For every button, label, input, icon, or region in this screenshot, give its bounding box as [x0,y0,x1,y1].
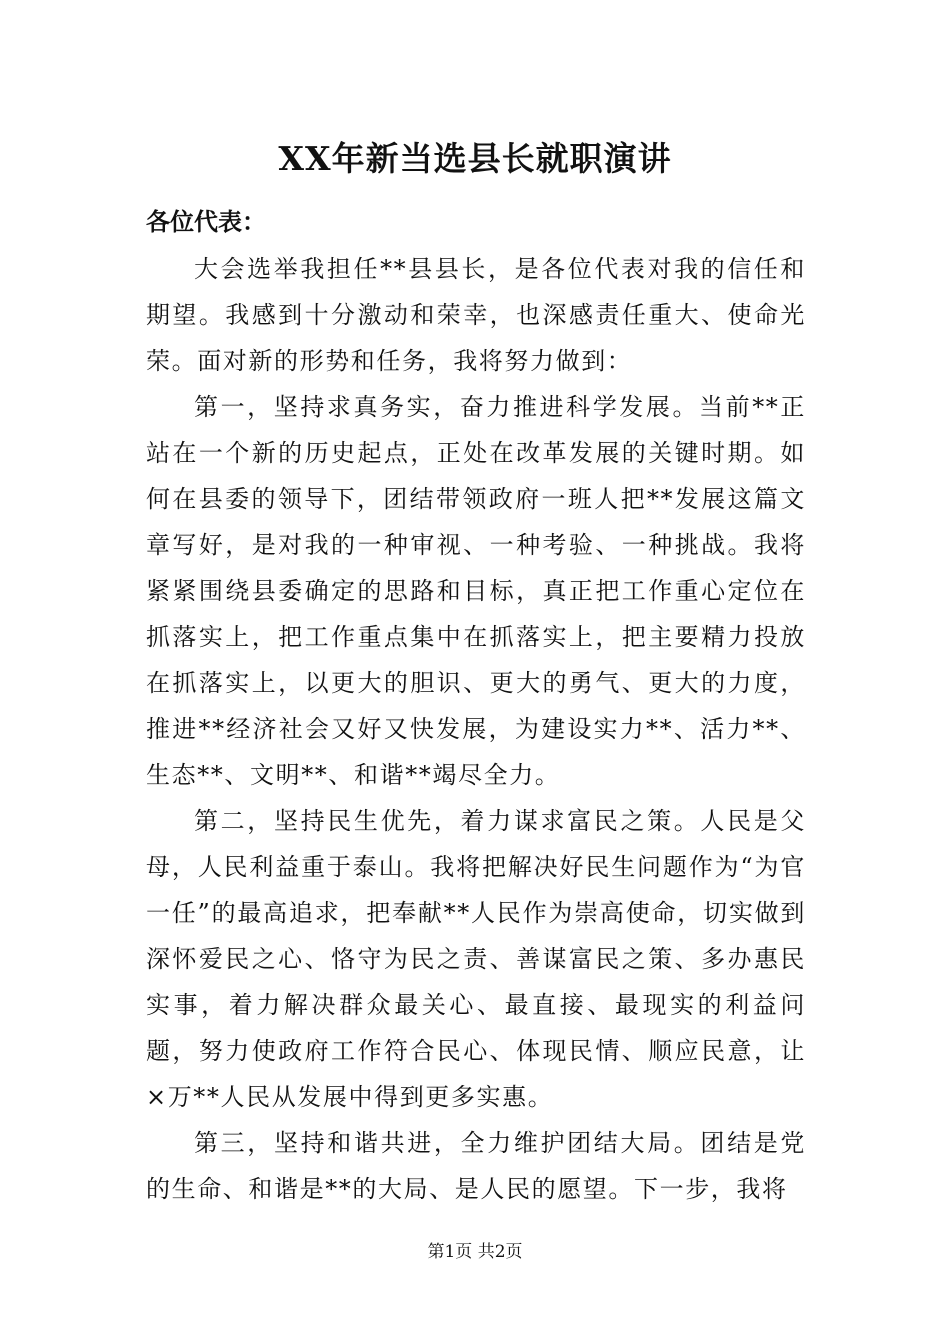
page-number-label: 第1页 共2页 [427,1242,523,1262]
salutation: 各位代表： [146,207,266,236]
page-footer [0,1240,950,1264]
document-body [146,246,806,1212]
paragraph-intro: 大会选举我担任**县县长，是各位代表对我的信任和期望。我感到十分激动和荣幸，也深感责任重大、使命光荣。面对新的形势和任务，我将努力做到： [146,255,806,375]
paragraph-second: 第二，坚持民生优先，着力谋求富民之策。人民是父母，人民利益重于泰山。我将把解决好民生问题作为“为官一任”的最高追求，把奉献**人民作为崇高使命，切实做到深怀爱民之心、恪守为民之责、善谋富民之策、多办惠民实事，着力解决群众最关心、最直接、最现实的利益问题，努力使政府工作符合民心、体现民情、顺应民意，让×万**人民从发展中得到更多实惠。 [146,807,806,1111]
paragraph-first: 第一，坚持求真务实，奋力推进科学发展。当前**正站在一个新的历史起点，正处在改革发展的关键时期。如何在县委的领导下，团结带领政府一班人把**发展这篇文章写好，是对我的一种审视、一种考验、一种挑战。我将紧紧围绕县委确定的思路和目标，真正把工作重心定位在抓落实上，把工作重点集中在抓落实上，把主要精力投放在抓落实上，以更大的胆识、更大的勇气、更大的力度，推进**经济社会又好又快发展，为建设实力**、活力**、生态**、文明**、和谐**竭尽全力。 [146,393,806,789]
paragraph-third: 第三，坚持和谐共进，全力维护团结大局。团结是党的生命、和谐是**的大局、是人民的愿望。下一步，我将 [146,1129,806,1203]
document-title: XX年新当选县长就职演讲 [278,139,672,178]
